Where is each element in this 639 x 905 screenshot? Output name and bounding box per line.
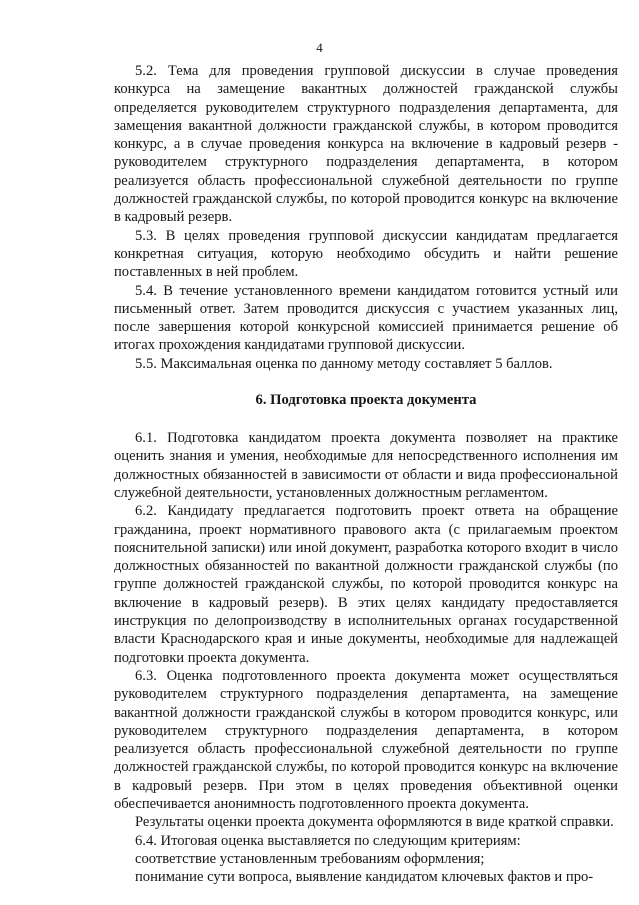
criteria-item: понимание сути вопроса, выявление кандидатом ключевых фактов и про-: [135, 869, 594, 886]
paragraph-5-4: 5.4. В течение установленного времени кандидатом готовится устный или письменный ответ. Затем проводится дискуссия с участием указанных лиц, после завершения которой конкурсной комиссией принимается решение об итогах прохождения кандидатами групповой дискуссии.: [114, 282, 618, 354]
criteria-item: соответствие установленным требованиям оформления;: [135, 850, 485, 867]
document-body: [114, 62, 618, 886]
paragraph-5-3: 5.3. В целях проведения групповой дискуссии кандидатам предлагается конкретная ситуация, которую необходимо обсудить и найти решение поставленных в ней проблем.: [114, 227, 618, 281]
section-heading: 6. Подготовка проекта документа: [255, 392, 477, 409]
paragraph-results: Результаты оценки проекта документа оформляются в виде краткой справки.: [135, 814, 614, 831]
page-number: 4: [316, 40, 323, 55]
paragraph-6-3: 6.3. Оценка подготовленного проекта документа может осуществляться руководителем структурного подразделения департамента, на замещение вакантной должности гражданской службы в котором проводится конкурс, или руководителем структурного подразделения департамента, в котором реализуется область профессиональной служебной деятельности по группе должностей гражданской службы, по которой проводится конкурс на включение в кадровый резерв. При этом в целях проведения объективной оценки обеспечивается анонимность подготовленного проекта документа.: [114, 667, 618, 812]
paragraph-5-5: 5.5. Максимальная оценка по данному методу составляет 5 баллов.: [135, 355, 553, 372]
paragraph-5-2: 5.2. Тема для проведения групповой дискуссии в случае проведения конкурса на замещение вакантных должностей гражданской службы определяется руководителем структурного подразделения департамента, для замещения вакантной должности гражданской службы, в котором проводится конкурс, а в случае проведения конкурса на включение в кадровый резерв - руководителем структурного подразделения департамента, в котором реализуется область профессиональной служебной деятельности по группе должностей гражданской службы, по которой проводится конкурс на включение в кадровый резерв.: [114, 63, 618, 226]
paragraph-6-4: 6.4. Итоговая оценка выставляется по следующим критериям:: [135, 832, 521, 849]
paragraph-6-1: 6.1. Подготовка кандидатом проекта документа позволяет на практике оценить знания и умения, необходимые для непосредственного исполнения им должностных обязанностей в зависимости от области и вида профессиональной служебной деятельности, установленных должностным регламентом.: [114, 430, 618, 501]
paragraph-6-2: 6.2. Кандидату предлагается подготовить проект ответа на обращение гражданина, проект нормативного правового акта (с прилагаемым проектом пояснительной записки) или иной документ, разработка которого входит в число должностных обязанностей по вакантной должности гражданской службы (по группе должностей гражданской службы, по которой проводится конкурс на включение в кадровый резерв). В этих целях кандидату предоставляется инструкция по делопроизводству в исполнительных органах государственной власти Краснодарского края и иные документы, необходимые для надлежащей подготовки проекта документа.: [114, 503, 618, 666]
